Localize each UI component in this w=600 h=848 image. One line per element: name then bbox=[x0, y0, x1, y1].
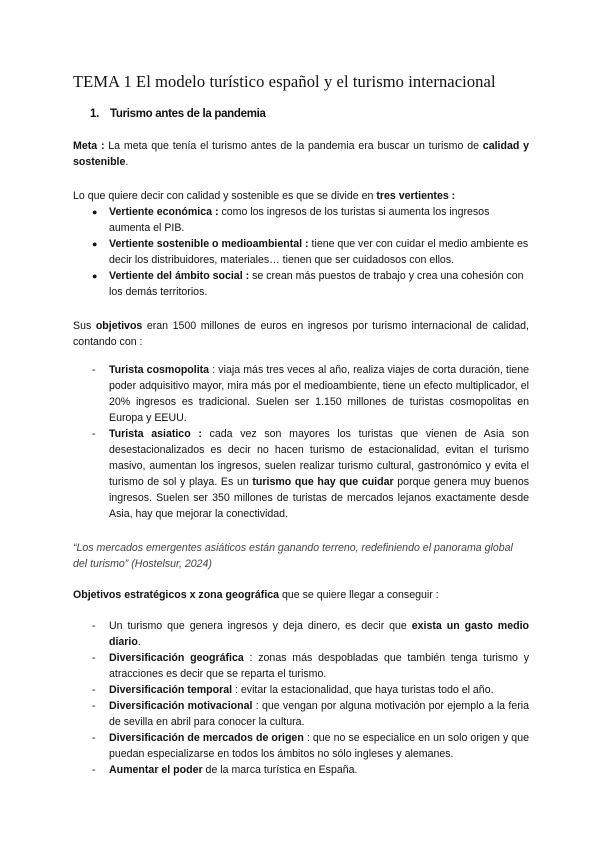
list-item: - Diversificación temporal : evitar la estacionalidad, que haya turistas todo el año. bbox=[92, 684, 494, 696]
section-heading bbox=[90, 108, 266, 120]
objetivos-paragraph: Sus objetivos eran 1500 millones de euros en ingresos por turismo internacional de calidad, contando con : bbox=[73, 320, 530, 348]
quote: “Los mercados emergentes asiáticos están ganando terreno, redefiniendo el panorama global del turismo” (Hostelsur, 2024) bbox=[73, 542, 513, 570]
list-item: - Turista cosmopolita : viaja más tres veces al año, realiza viajes de corta duración, tiene poder adquisitivo mayor, mira más por el medioambiente, tiene un efecto multiplicador, el 20% ingresos es tradicional. Suelen ser 1.150 millones de turistas cosmopolitas en Europa y EEUU. bbox=[92, 364, 530, 424]
vertientes-intro: Lo que quiere decir con calidad y sostenible es que se divide en tres vertientes : bbox=[73, 190, 456, 202]
list-item: - Diversificación motivacional : que vengan por alguna motivación por ejemplo a la feria de sevilla en abril para conocer la cultura. bbox=[92, 700, 529, 728]
list-item: ● Vertiente sostenible o medioambiental : tiene que ver con cuidar el medio ambiente es decir los distribuidores, materiales… tienen que ser cuidadosos con ellos. bbox=[92, 238, 529, 266]
section-label: Turismo antes de la pandemia bbox=[110, 108, 266, 120]
estrategicos-heading: Objetivos estratégicos x zona geográfica que se quiere llegar a conseguir : bbox=[73, 589, 439, 601]
meta-label: Meta : bbox=[73, 140, 105, 152]
list-item: - Diversificación de mercados de origen : que no se especialice en un solo origen y que puedan especializarse en todos los ámbitos no sólo ingleses y alemanes. bbox=[92, 732, 529, 760]
list-item: ● Vertiente económica : como los ingresos de los turistas si aumenta los ingresos aumenta el PIB. bbox=[92, 206, 490, 234]
list-item: - Turista asiatico : cada vez son mayores los turistas que vienen de Asia son desestacionalizados es decir no hacen turismo de estacionalidad, evitan el turismo masivo, aumentan los ingresos, suelen realizar turismo cultural, gastronómico y evita el turismo de sol y playa. Es un turismo que hay que cuidar porque genera muy buenos ingresos. Suelen ser 350 millones de turistas de mercados lejanos exactamente desde Asia, hay que mejorar la conectividad. bbox=[92, 428, 530, 520]
list-item: ● Vertiente del ámbito social : se crean más puestos de trabajo y crea una cohesión con los demás territorios. bbox=[92, 270, 524, 298]
vertientes-list bbox=[92, 204, 529, 300]
section-number: 1. bbox=[90, 108, 99, 120]
list-item: - Un turismo que genera ingresos y deja dinero, es decir que exista un gasto medio diario. bbox=[92, 620, 529, 648]
turistas-list bbox=[92, 362, 529, 522]
list-item: - Aumentar el poder de la marca turística en España. bbox=[92, 764, 358, 776]
list-item: - Diversificación geográfica : zonas más despobladas que también tenga turismo y atracciones es decir que se reparta el turismo. bbox=[92, 652, 529, 680]
meta-paragraph: Meta : La meta que tenía el turismo antes de la pandemia era buscar un turismo de calidad y sostenible. bbox=[73, 140, 529, 168]
document-title: TEMA 1 El modelo turístico español y el turismo internacional bbox=[73, 72, 496, 91]
estrategias-list bbox=[92, 618, 529, 778]
